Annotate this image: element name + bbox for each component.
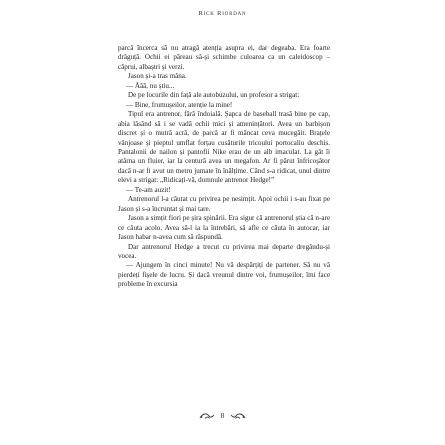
paragraph: — Bine, frumușeilor, atenție la mine! (126, 100, 233, 109)
ornament-right-icon (230, 412, 246, 420)
paragraph: Antrenorul l-a căutat cu privirea pe nesimțit. Apoi ochii i s-au fixat pe Jason și s-a încruntat și mai tare. (118, 195, 330, 213)
paragraph: — Ăăă, nu știu... (126, 81, 175, 90)
page-footer (0, 411, 445, 420)
paragraph: Tipul era antrenor, fără îndoială. Șapca de baseball trasă bine pe cap, abia lăsând să i se vadă ochii mici și amenințători. Avea un barbișon discret și o mutră acră, de parcă ar fi mâncat ceva mucegăit. Brațele vânjoase și pieptul umflat forțau cusăturile tricoului portocaliu deschis. Pantalonii de nailon și pantofii Nike erau de un alb imaculat. La gât îi atârna un fluier, iar la centură avea un megafon. Ar fi părut înfricoșător dacă n-ar fi avut un metru jumate în înălțime. Când s-a ridicat, unul dintre elevi a strigat: „Ridicați-vă, domnule antrenor Hedge!” (118, 110, 330, 185)
running-head: Rick Riordan (198, 10, 247, 17)
ornament-left-icon (199, 412, 215, 420)
paragraph: parcă încerca să nu atragă atenția asupra ei, dar degeaba. Era foarte drăguță. Ochii ei păreau să-și schimbe culoarea ca un caleidoscop – căprui, albaștri și verzi. (118, 44, 330, 71)
page-number: 8 (220, 411, 225, 420)
paragraph: — Ajungem în cinci minute! Nu vă despărțiți de partener. Să nu vă pierdeți fișele de lucru. Și dacă vreunul dintre voi, frumușeilor, îmi face probleme în excursia (118, 261, 330, 289)
body-text (118, 44, 330, 290)
paragraph: De pe locurile din față ale autobuzului, un profesor a strigat: (128, 91, 300, 100)
paragraph: — Te-am auzit! (126, 185, 171, 194)
paragraph: Dar antrenorul Hedge a trecut cu privirea mai departe dregându-și vocea. (118, 242, 330, 260)
paragraph: Jason și-a tras mâna. (128, 72, 187, 81)
paragraph: Jason a simțit fiori pe șira spinării. Era sigur că antrenorul știa că n-are ce căuta acolo. Avea să-l ia la întrebări, să afle ce căuta în autocar, iar Jason habar n-avea cum să răspundă. (118, 214, 330, 242)
